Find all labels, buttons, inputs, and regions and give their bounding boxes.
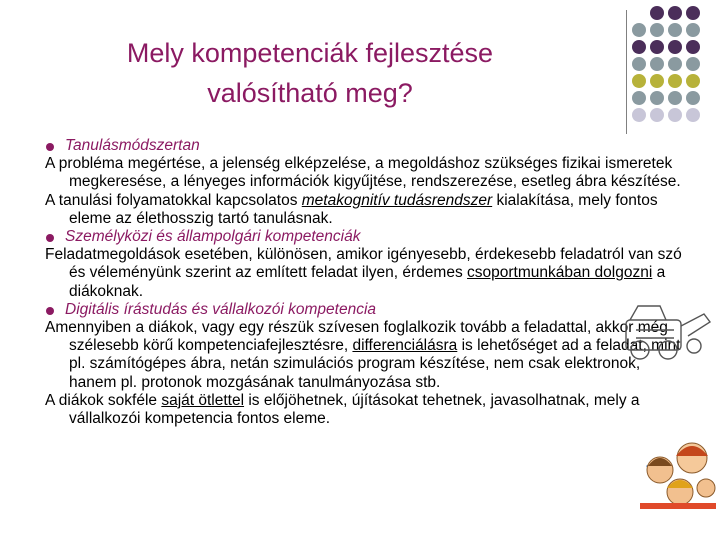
bullet-item xyxy=(45,301,685,319)
decorative-dot xyxy=(632,23,646,37)
decorative-dot xyxy=(632,74,646,88)
children-clipart-image xyxy=(636,436,720,510)
decorative-dot xyxy=(650,6,664,20)
decorative-dot xyxy=(632,40,646,54)
decorative-dot xyxy=(650,57,664,71)
link-sajat-otlet[interactable]: saját ötlettel xyxy=(161,391,245,409)
decorative-dot xyxy=(650,91,664,105)
text-span: a diákoknak. xyxy=(69,264,666,300)
bullet-icon xyxy=(46,143,54,151)
decorative-dot xyxy=(668,108,682,122)
paragraph-metacognition xyxy=(45,192,685,228)
paragraph-group-work xyxy=(45,246,685,301)
title-line-2: valósítható meg? xyxy=(207,78,413,108)
decorative-dot xyxy=(686,108,700,122)
slide-body xyxy=(45,137,685,428)
decorative-dot xyxy=(668,23,682,37)
text-span: kialakítása, mely fontos eleme az élethosszig tartó tanulásnak. xyxy=(69,191,658,227)
link-metakognitiv[interactable]: metakognitív tudásrendszer xyxy=(301,191,493,209)
paragraph-problem-understanding: A probléma megértése, a jelenség elképzelése, a megoldáshoz szükséges fizikai ismeretek megkeresése, a lényeges információk kigyűjtése, rendszerezése, esetleg ábra készítése. xyxy=(45,155,681,191)
decorative-dot xyxy=(686,6,700,20)
decorative-dot xyxy=(632,91,646,105)
decorative-divider xyxy=(626,10,627,134)
decorative-dot xyxy=(686,74,700,88)
bullet-item xyxy=(45,228,685,246)
decorative-dot xyxy=(668,40,682,54)
decorative-dot xyxy=(668,57,682,71)
decorative-dot xyxy=(650,40,664,54)
decorative-dot xyxy=(686,23,700,37)
text-span: is előjöhetnek, újításokat tehetnek, javasolhatnak, mely a vállalkozói kompetencia fontos eleme. xyxy=(69,391,640,428)
decorative-dot xyxy=(632,108,646,122)
decorative-dot xyxy=(668,91,682,105)
decorative-dot xyxy=(632,57,646,71)
paragraph-own-ideas xyxy=(45,392,685,428)
decorative-dot xyxy=(668,6,682,20)
decorative-dot xyxy=(650,108,664,122)
decorative-dot xyxy=(686,40,700,54)
bullet-item xyxy=(45,137,685,155)
decorative-dot xyxy=(686,57,700,71)
text-span: Amennyiben a diákok, vagy egy részük szívesen foglalkozik tovább a feladattal, akkor még szélesebb körű kompetenciafejlesztésre, xyxy=(45,319,668,355)
text-span: Feladatmegoldások esetében, különösen, amikor igényesebb, érdekesebb feladatról van szó és véleményünk szerint az említett feladat ilyen, érdemes xyxy=(45,246,682,282)
title-line-1: Mely kompetenciák fejlesztése xyxy=(126,38,494,68)
bullet-heading-interpersonal: Személyközi és állampolgári kompetenciák xyxy=(65,228,361,246)
decorative-dot xyxy=(668,74,682,88)
link-differencialas[interactable]: differenciálásra xyxy=(352,337,458,355)
bullet-icon xyxy=(46,234,54,242)
bullet-icon xyxy=(46,307,54,315)
bullet-heading-learning-methods: Tanulásmódszertan xyxy=(65,137,200,154)
paragraph-differentiation xyxy=(45,319,685,392)
text-span: A tanulási folyamatokkal kapcsolatos xyxy=(45,191,302,209)
text-span: A diákok sokféle xyxy=(45,391,162,409)
decorative-dot xyxy=(686,91,700,105)
link-csoportmunka[interactable]: csoportmunkában dolgozni xyxy=(467,264,653,282)
bullet-heading-digital: Digitális írástudás és vállalkozói kompetencia xyxy=(65,300,377,318)
machine-sketch-image xyxy=(616,300,716,366)
decorative-dot xyxy=(650,23,664,37)
decorative-dot xyxy=(650,74,664,88)
text-span: is lehetőséget ad a feladat, mint pl. számítógépes ábra, netán szimulációs program készítése, nem csak elektronok, hanem pl. protonok mozgásának tanulmányozása stb. xyxy=(69,337,681,391)
slide-title xyxy=(60,33,560,113)
